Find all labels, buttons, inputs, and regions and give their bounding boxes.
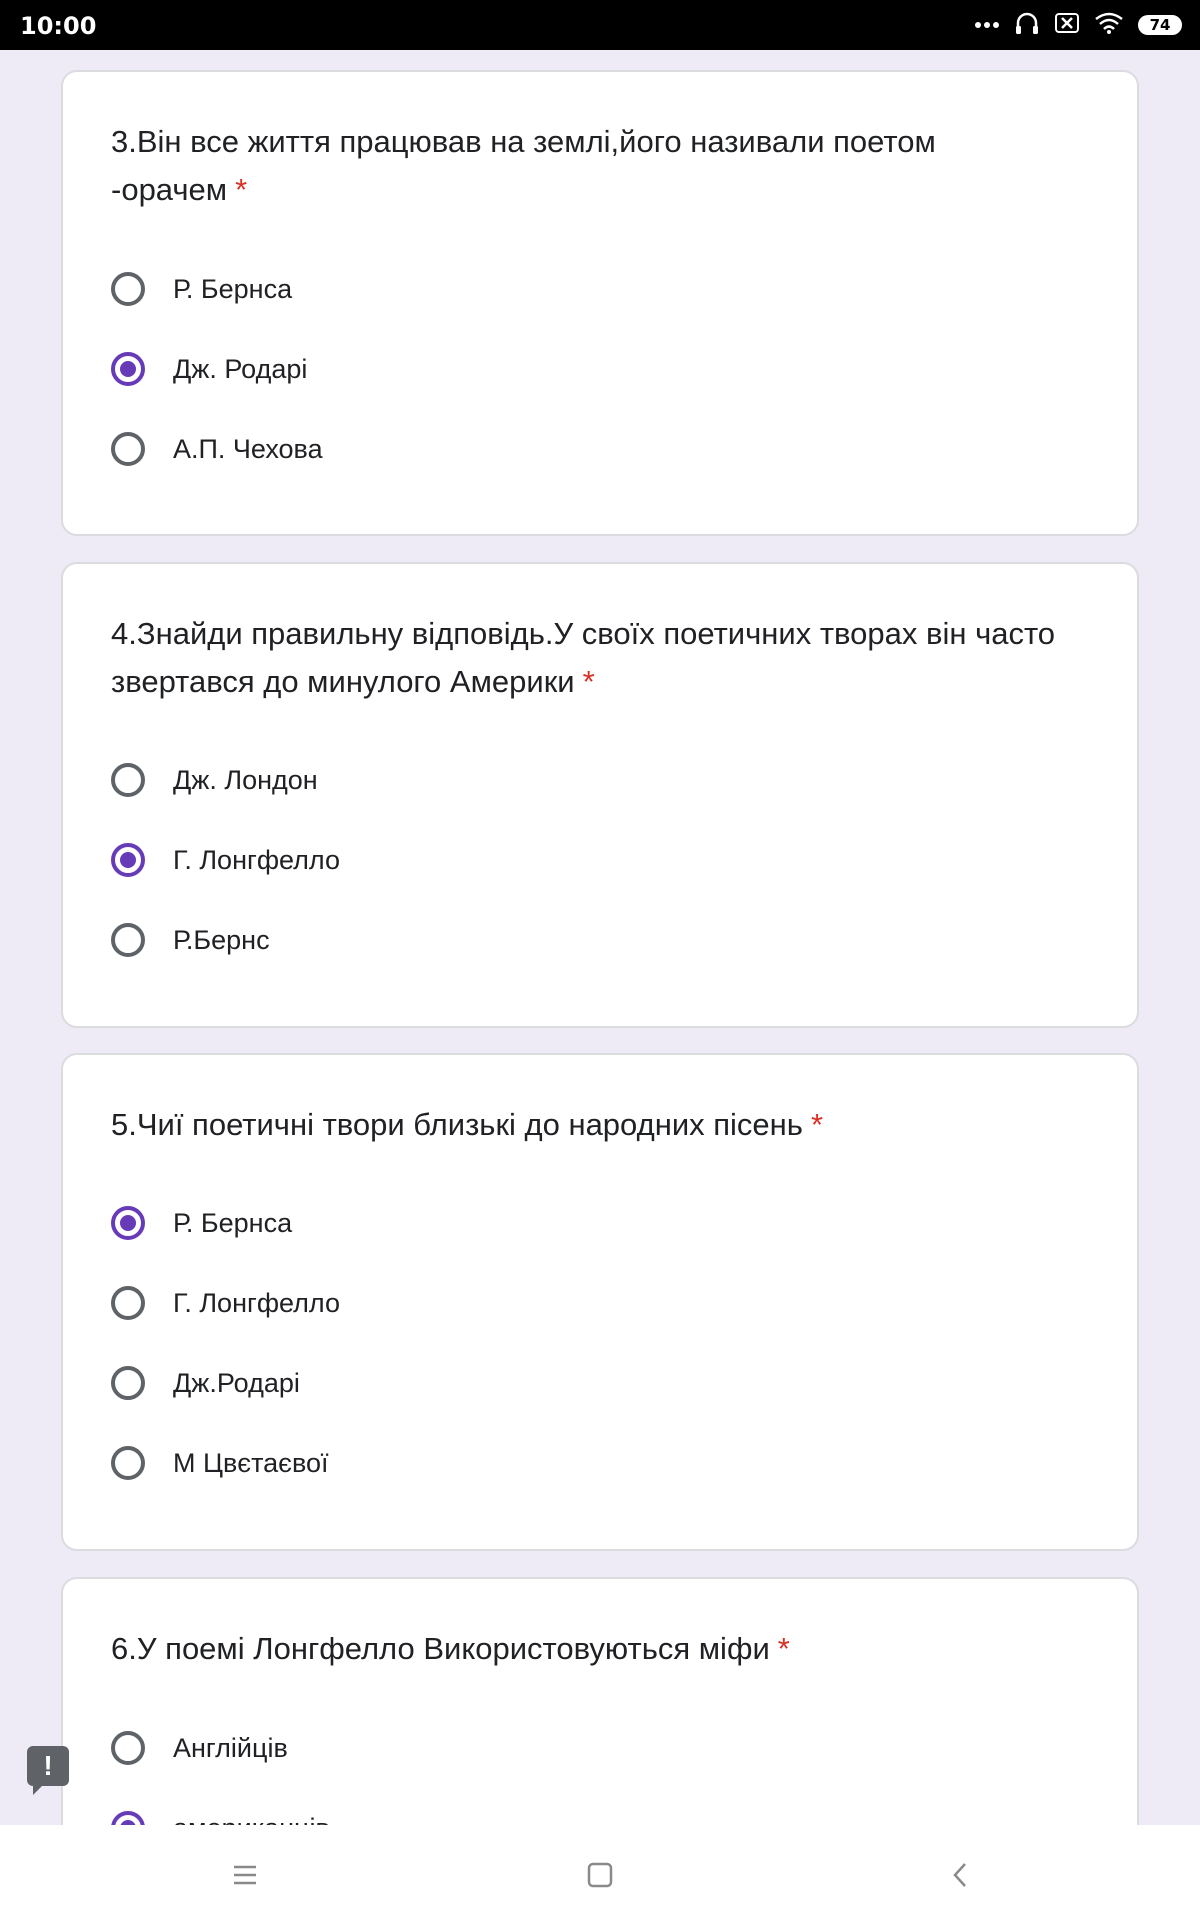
option-label: Р.Бернс	[173, 924, 270, 955]
radio-button-selected[interactable]	[111, 352, 145, 386]
radio-option[interactable]	[111, 1358, 300, 1408]
radio-button[interactable]	[111, 923, 145, 957]
radio-option[interactable]	[111, 755, 318, 805]
radio-button-selected[interactable]	[111, 843, 145, 877]
option-label: Англійців	[173, 1732, 288, 1763]
question-card	[61, 70, 1139, 536]
radio-option[interactable]	[111, 344, 307, 394]
radio-option[interactable]	[111, 915, 270, 965]
radio-button[interactable]	[111, 1366, 145, 1400]
wifi-icon	[1094, 11, 1124, 40]
question-title	[111, 1101, 1071, 1149]
option-label: Г. Лонгфелло	[173, 844, 340, 875]
radio-button[interactable]	[111, 432, 145, 466]
option-label: Дж.Родарі	[173, 1367, 300, 1398]
radio-button[interactable]	[111, 1446, 145, 1480]
question-text: 4.Знайди правильну відповідь.У своїх поетичних творах він часто звертався до минулого Америки	[111, 616, 1056, 699]
radio-button[interactable]	[111, 1286, 145, 1320]
radio-button-selected[interactable]	[111, 1206, 145, 1240]
required-asterisk: *	[810, 1107, 824, 1142]
option-label: Дж. Лондон	[173, 764, 318, 795]
status-time: 10:00	[20, 12, 97, 40]
radio-option[interactable]	[111, 1723, 288, 1773]
radio-button[interactable]	[111, 272, 145, 306]
sim-blocked-icon	[1054, 12, 1080, 39]
back-chevron-icon[interactable]	[935, 1850, 985, 1900]
required-asterisk: *	[235, 172, 248, 207]
radio-option[interactable]	[111, 1198, 292, 1248]
more-dots-icon	[974, 16, 1000, 34]
status-icons	[974, 8, 1182, 42]
option-label: Г. Лонгфелло	[173, 1287, 340, 1318]
radio-button[interactable]	[111, 763, 145, 797]
option-label: М Цвєтаєвої	[173, 1447, 329, 1478]
navigation-bar	[0, 1825, 1200, 1920]
question-title	[111, 118, 1071, 214]
radio-option[interactable]	[111, 264, 292, 314]
required-asterisk: *	[777, 1631, 790, 1666]
option-label: Дж. Родарі	[173, 353, 308, 384]
question-card	[61, 562, 1139, 1028]
radio-option[interactable]	[111, 1278, 340, 1328]
radio-option[interactable]	[111, 835, 340, 885]
required-asterisk: *	[582, 664, 595, 699]
radio-button[interactable]	[111, 1731, 145, 1765]
home-square-icon[interactable]	[575, 1850, 625, 1900]
question-title	[111, 1625, 1071, 1673]
option-label: А.П. Чехова	[173, 433, 323, 464]
option-label: Р. Бернса	[173, 1207, 293, 1238]
radio-option[interactable]	[111, 424, 323, 474]
question-text: 5.Чиї поетичні твори близькі до народних пісень	[111, 1107, 803, 1142]
headphones-icon	[1014, 10, 1040, 41]
menu-icon[interactable]	[220, 1850, 270, 1900]
option-label: Р. Бернса	[173, 273, 293, 304]
battery-icon: 74	[1138, 15, 1182, 35]
question-title	[111, 610, 1071, 706]
report-icon[interactable]: !	[27, 1746, 69, 1786]
question-text: 6.У поемі Лонгфелло Використовуються міфи	[111, 1631, 770, 1666]
question-text: 3.Він все життя працював на землі,його називали поетом -орачем	[111, 124, 936, 207]
radio-option[interactable]	[111, 1438, 329, 1488]
question-card	[61, 1053, 1139, 1551]
status-bar	[0, 0, 1200, 50]
